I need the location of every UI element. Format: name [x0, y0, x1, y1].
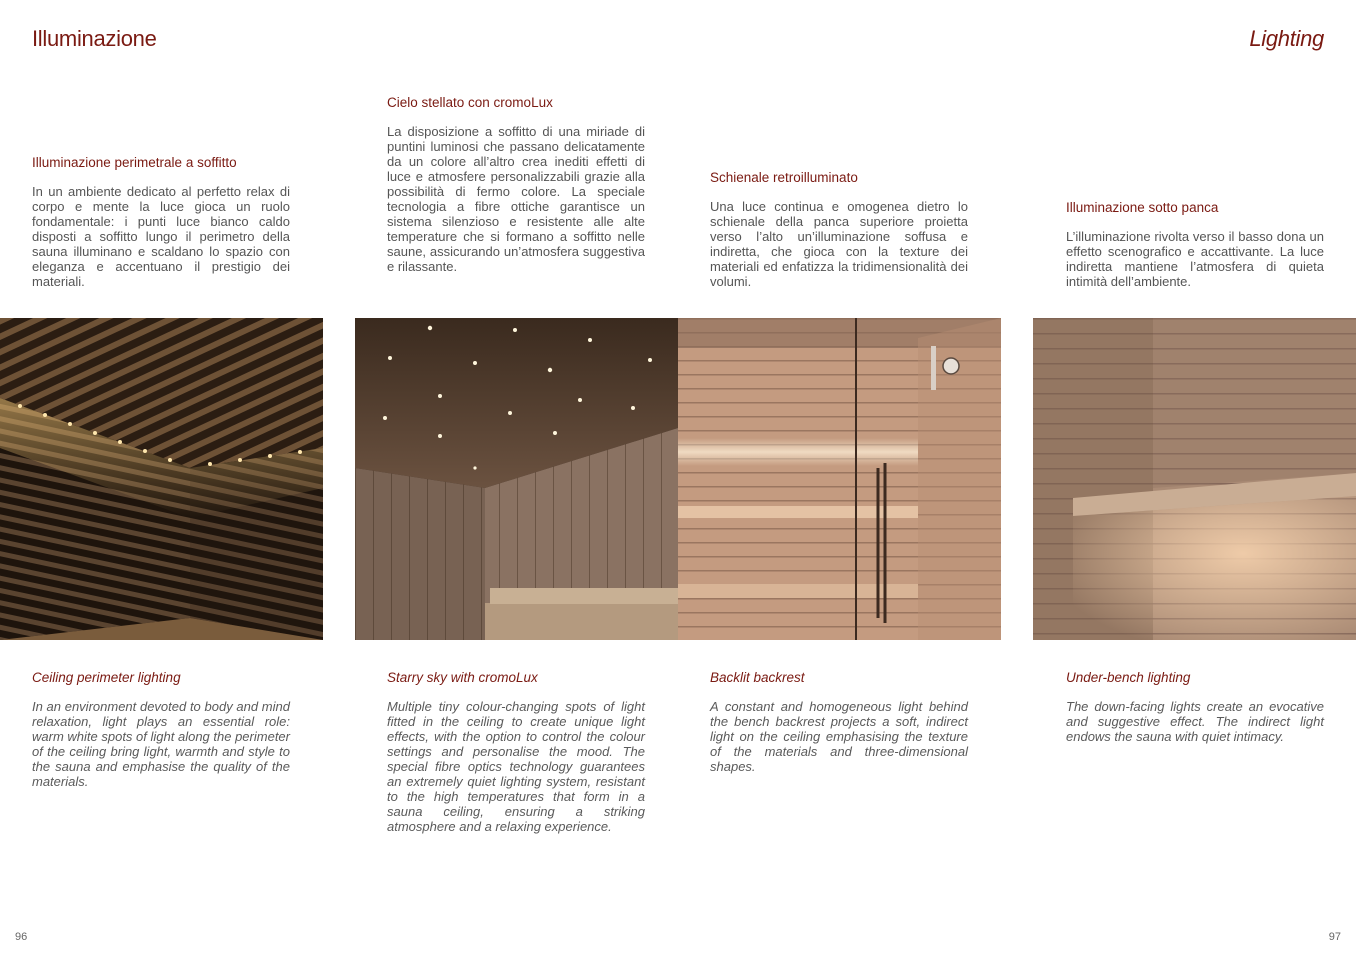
section-starry-sky-it — [387, 95, 645, 274]
section-text: In an environment devoted to body and mind relaxation, light plays an essential role: warm white spots of light along the perimeter of the ceiling bring light, warmth and style to the sauna and emphasise the quality of the materials. — [32, 699, 290, 789]
section-backlit-en — [710, 670, 968, 774]
section-ceiling-perimeter-it — [32, 155, 290, 289]
section-text: A constant and homogeneous light behind the bench backrest projects a soft, indirect light on the ceiling emphasising the texture of the materials and three-dimensional shapes. — [710, 699, 968, 774]
page-title-italian: Illuminazione — [32, 26, 157, 51]
page-number-right: 97 — [1328, 931, 1341, 943]
section-title: Ceiling perimeter lighting — [32, 670, 181, 685]
section-backlit-it — [710, 170, 968, 289]
section-text: Multiple tiny colour-changing spots of light fitted in the ceiling to create unique light effects, with the option to control the colour settings and personalise the mood. The special fibre optics technology guarantees an extremely quiet lighting system, resistant to the high temperatures that form in a sauna ceiling, ensuring a striking atmosphere and a relaxing experience. — [387, 699, 645, 834]
section-text: La disposizione a soffitto di una miriade di puntini luminosi che passano delicatamente da un colore all’altro crea inediti effetti di luce e atmosfere personalizzabili grazie alla possibilità di fermo colore. La speciale tecnologia a fibre ottiche garantisce un sistema silenzioso e resistente alle alte temperature che si formano a soffitto nelle saune, assicurando un’atmosfera suggestiva e rilassante. — [387, 124, 645, 274]
section-title: Under-bench lighting — [1066, 670, 1191, 685]
section-title: Illuminazione sotto panca — [1066, 200, 1219, 215]
section-title: Backlit backrest — [710, 670, 805, 685]
page-title-english: Lighting — [1249, 26, 1324, 51]
section-title: Starry sky with cromoLux — [387, 670, 538, 685]
section-text: L’illuminazione rivolta verso il basso dona un effetto scenografico e accattivante. La luce indiretta mantiene l’atmosfera di quieta intimità dell’ambiente. — [1066, 229, 1324, 289]
section-ceiling-perimeter-en — [32, 670, 290, 789]
section-title: Schienale retroilluminato — [710, 170, 858, 185]
section-text: In un ambiente dedicato al perfetto relax di corpo e mente la luce gioca un ruolo fondamentale: i punti luce bianco caldo disposti a soffitto lungo il perimetro della sauna illuminano e scaldano lo spazio con eleganza e accentuano il prestigio dei materiali. — [32, 184, 290, 289]
photo-backlit-backrest — [678, 318, 1001, 640]
section-text: Una luce continua e omogenea dietro lo schienale della panca superiore proietta verso l’alto un’illuminazione soffusa e indiretta, che gioca con la texture dei materiali ed enfatizza la tridimensionalità dei volumi. — [710, 199, 968, 289]
photo-starry-sky — [355, 318, 678, 640]
section-title: Illuminazione perimetrale a soffitto — [32, 155, 237, 170]
section-under-bench-en — [1066, 670, 1324, 744]
section-title: Cielo stellato con cromoLux — [387, 95, 553, 110]
section-text: The down-facing lights create an evocative and suggestive effect. The indirect light endows the sauna with quiet intimacy. — [1066, 699, 1324, 744]
photo-ceiling-perimeter — [0, 318, 323, 640]
section-starry-sky-en — [387, 670, 645, 834]
photo-under-bench — [1033, 318, 1356, 640]
page-number-left: 96 — [15, 931, 28, 943]
section-under-bench-it — [1066, 200, 1324, 289]
